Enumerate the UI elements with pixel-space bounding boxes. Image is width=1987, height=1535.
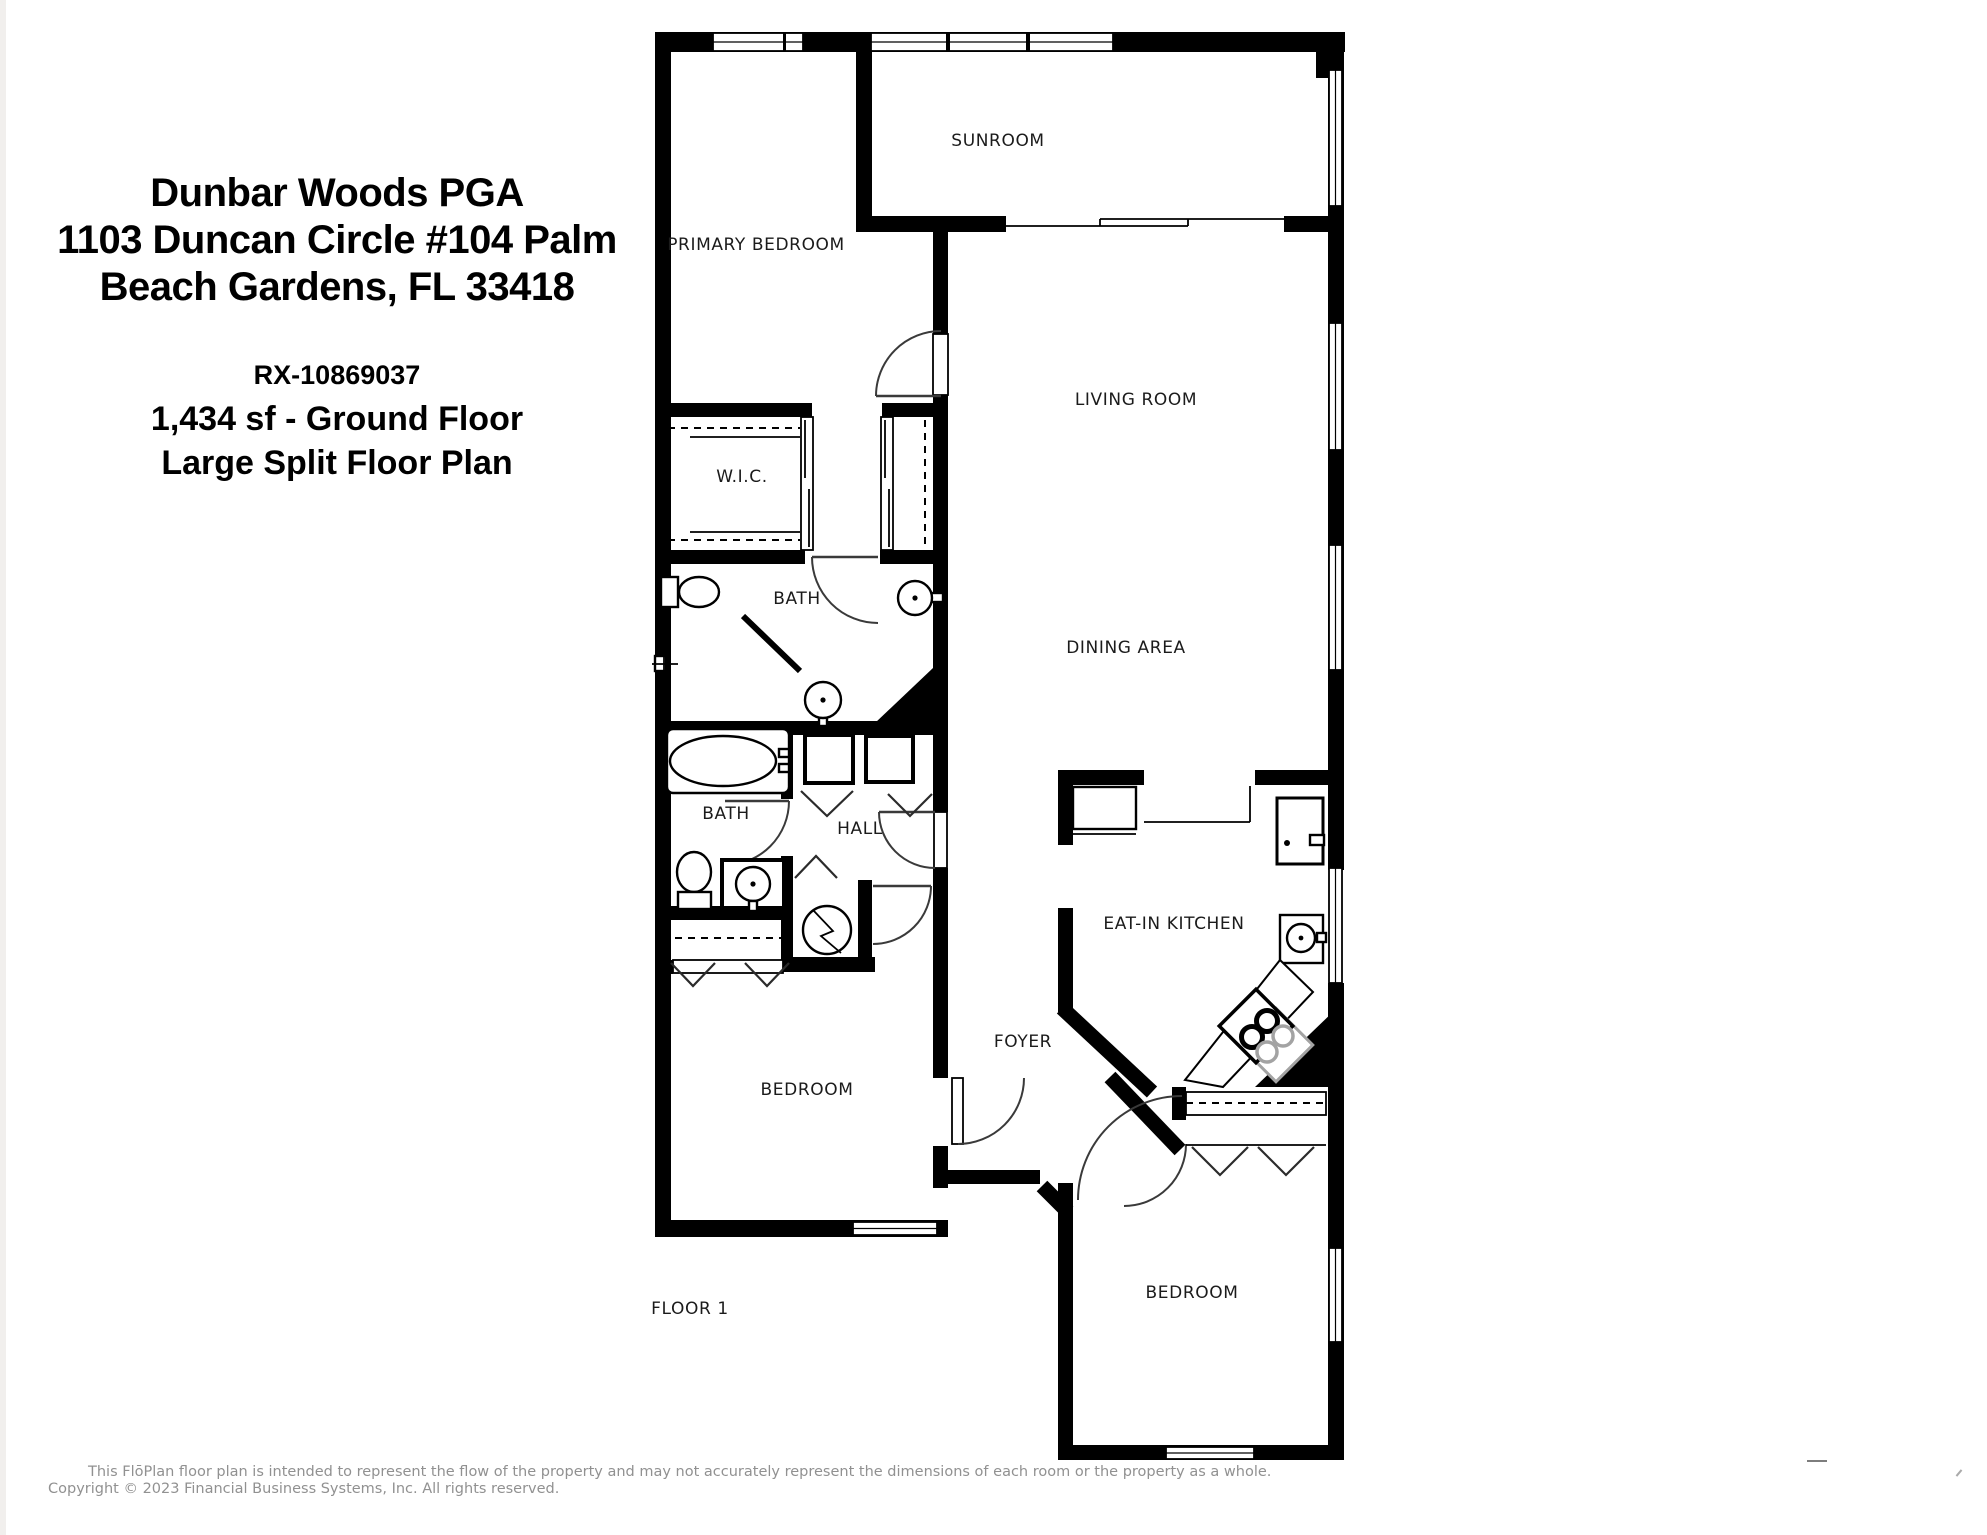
footer-disclaimer: This FlōPlan floor plan is intended to represent the flow of the property and may not accurately represent the dimensions of each room or the property as a whole. [88, 1464, 1272, 1480]
window-living-right [1329, 323, 1342, 450]
kitchen-counter [1144, 786, 1250, 822]
door-hall-bedroom [873, 886, 931, 944]
door-primary-bath [812, 557, 878, 623]
window-kitchen-right [1329, 868, 1342, 983]
scan-artifact-dash [1807, 1460, 1827, 1462]
address-line-2: 1103 Duncan Circle #104 Palm [57, 218, 617, 262]
fixtures [652, 577, 1326, 1087]
mls-id: RX-10869037 [253, 360, 421, 390]
room-label-sunroom: SUNROOM [951, 131, 1045, 151]
door-foyer-bedroom-left [952, 1078, 1024, 1144]
bedroom-right-closet [1186, 1092, 1326, 1175]
sliding-door-sunroom [1006, 219, 1284, 226]
room-label-eat-in-kitchen: EAT-IN KITCHEN [1103, 914, 1245, 934]
water-heater-icon [803, 906, 851, 954]
pantry-icon [1073, 787, 1136, 829]
room-label-bedroom-right: BEDROOM [1145, 1283, 1239, 1303]
dryer-icon [866, 736, 913, 782]
window-sunroom-top [871, 33, 1113, 51]
toilet2-icon [677, 852, 711, 909]
room-label-wic: W.I.C. [716, 467, 768, 487]
door-entry-double [1078, 1096, 1186, 1206]
room-label-bath-hall: BATH [702, 804, 750, 824]
window-sunroom-right [1329, 70, 1342, 206]
window-bedroom-right [1329, 1248, 1342, 1342]
room-label-bath-primary: BATH [773, 589, 821, 609]
window-dining-right [1329, 545, 1342, 670]
size-line: 1,434 sf - Ground Floor [150, 400, 524, 438]
laundry-closet [801, 735, 932, 816]
kitchen-sink-icon [1280, 915, 1326, 963]
toilet-icon [661, 577, 719, 607]
bathtub-icon [667, 729, 789, 793]
water-heater-closet [795, 856, 851, 954]
linen-closet [881, 417, 925, 550]
room-label-bedroom-left: BEDROOM [760, 1080, 854, 1100]
vanity-sink-icon [805, 682, 841, 726]
window-bedroom-right-bottom [1166, 1447, 1254, 1459]
kitchen-pantry [1073, 787, 1136, 834]
room-label-dining-area: DINING AREA [1066, 638, 1186, 658]
layout-line: Large Split Floor Plan [161, 444, 513, 482]
refrigerator-icon [1277, 798, 1324, 864]
window-bedroom-left-bottom [853, 1222, 937, 1235]
room-label-primary-bedroom: PRIMARY BEDROOM [667, 235, 845, 255]
door-hall-foyer [879, 812, 947, 868]
room-label-hall: HALL [837, 819, 883, 839]
room-label-foyer: FOYER [993, 1032, 1053, 1052]
washer-icon [805, 735, 853, 783]
door-primary-bedroom [876, 331, 948, 396]
room-label-living-room: LIVING ROOM [1074, 390, 1198, 410]
floor-label: FLOOR 1 [651, 1299, 729, 1319]
bedroom-left-closet [662, 938, 789, 986]
window-primary-top [713, 33, 803, 51]
vanity2-sink-icon [722, 860, 784, 911]
address-line-1: Dunbar Woods PGA [150, 171, 524, 215]
footer-copyright: Copyright © 2023 Financial Business Systems, Inc. All rights reserved. [48, 1481, 560, 1497]
address-line-3: Beach Gardens, FL 33418 [99, 265, 575, 309]
